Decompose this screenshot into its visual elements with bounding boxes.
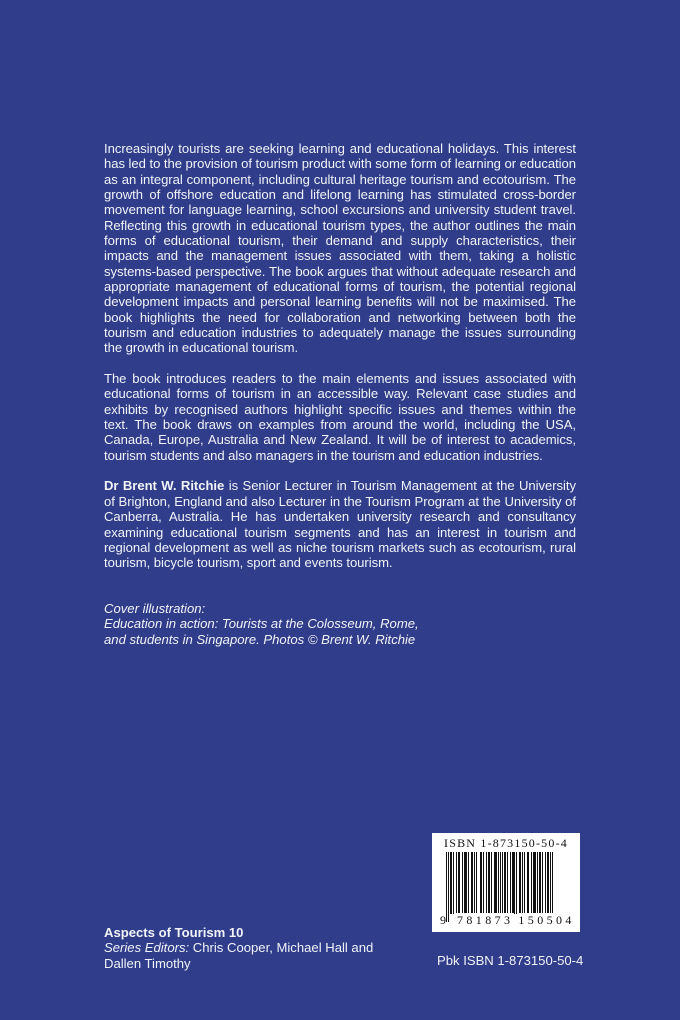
series-editors <box>104 940 404 955</box>
credit-line-1: Cover illustration: <box>104 601 206 616</box>
series-info <box>104 925 404 971</box>
ean-group-1: 781873 <box>457 913 514 927</box>
series-editors-names-cont: Dallen Timothy <box>104 955 191 971</box>
credit-line-2: Education in action: Tourists at the Colosseum, Rome, <box>104 616 419 632</box>
author-bio-text: is Senior Lecturer in Tourism Management at the University of Brighton, England and also Lecturer in the Tourism Program at the University of Canberra, Australia. He has undertaken university research and consultancy examining educational tourism segments and has an interest in tourism and regional development as well as niche tourism markets such as ecotourism, rural tourism, bicycle tourism, sport and events tourism. <box>104 478 576 571</box>
ean-digits <box>440 913 576 928</box>
series-editors-names: Chris Cooper, Michael Hall and <box>189 940 374 956</box>
blurb-paragraph-1: Increasingly tourists are seeking learning and educational holidays. This interest has led to the provision of tourism product with some form of learning or education as an integral component, including cultural heritage tourism and ecotourism. The growth of offshore education and lifelong learning has stimulated cross-border movement for language learning, school excursions and university student travel. Reflecting this growth in educational tourism types, the author outlines the main forms of educational tourism, their demand and supply characteristics, their impacts and the management issues associated with them, taking a holistic systems-based perspective. The book argues that without adequate research and appropriate management of educational forms of tourism, the potential regional development impacts and personal learning benefits will not be maximised. The book highlights the need for collaboration and networking between both the tourism and education industries to adequately manage the issues surrounding the growth in educational tourism. <box>104 141 576 356</box>
ean13-barcode-icon <box>446 852 570 922</box>
blurb <box>104 141 576 586</box>
credit-line-3: and students in Singapore. Photos © Brent W. Ritchie <box>104 631 416 647</box>
ean-first-digit: 9 <box>440 913 446 927</box>
series-title: Aspects of Tourism 10 <box>104 925 244 940</box>
series-editors-label: Series Editors: <box>104 940 190 956</box>
ean-group-2: 150504 <box>518 913 575 927</box>
isbn-barcode <box>432 833 580 932</box>
blurb-paragraph-2: The book introduces readers to the main elements and issues associated with educational forms of tourism in an accessible way. Relevant case studies and exhibits by recognised authors highlight specific issues and themes within the text. The book draws on examples from around the world, including the USA, Canada, Europe, Australia and New Zealand. It will be of interest to academics, tourism students and also managers in the tourism and education industries. <box>104 371 576 463</box>
pbk-isbn: Pbk ISBN 1-873150-50-4 <box>437 953 584 968</box>
isbn-label: ISBN 1-873150-50-4 <box>444 836 568 850</box>
author-bio <box>104 478 576 570</box>
author-name: Dr Brent W. Ritchie <box>104 478 225 494</box>
cover-illustration-credit <box>104 601 504 647</box>
